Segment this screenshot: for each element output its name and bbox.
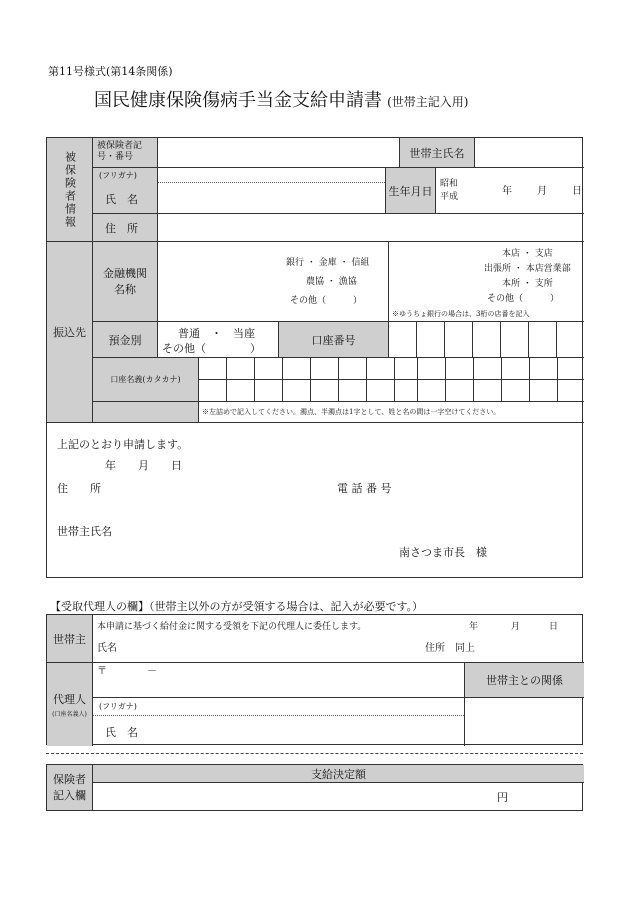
amount-label-cell [93,765,584,783]
insurer-label-cell [47,765,93,810]
holder-label-cell [93,358,199,402]
transfer-section-header [47,242,93,423]
address-label: 住 所 [105,222,138,235]
head-name-label: 世帯主氏名 [409,146,465,160]
deposit-type-1: 普通 ・ 当座 [178,327,255,340]
era-heisei: 平成 [440,192,459,202]
agent-furigana-label: (フリガナ) [99,702,137,711]
insurer-label-1: 保険者 [53,773,86,787]
insured-section-label: 被保険者情報 [63,150,77,229]
proxy-heading: 【受取代理人の欄】（世帯主以外の方が受領する場合は、記入が必要です。） [50,600,424,613]
head-name-field[interactable] [475,138,584,168]
branch-2: 出張所 ・ 本店営業部 [484,264,571,274]
transfer-section-label: 振込先 [53,326,86,339]
addressee: 南さつま市長 様 [399,546,487,559]
proxy-address-same: 住所 同上 [425,643,475,654]
birth-label: 生年月日 [388,184,433,198]
insurer-table [46,764,583,811]
name-label: 氏 名 [105,193,138,206]
delegation-text: 本申請に基づく給付金に関する受領を下記の代理人に委任します。 [97,622,367,632]
amount-label: 支給決定額 [311,767,366,781]
proxy-head-label-cell [47,615,93,663]
furigana-label: (フリガナ) [99,171,137,180]
agent-label: 代理人 [53,693,86,706]
bank-types-1: 銀行 ・ 金庫 ・ 信組 [286,258,370,268]
page-title [94,92,468,110]
account-number-label: 口座番号 [311,333,356,347]
account-number-boxes[interactable] [389,322,584,358]
title-main: 国民健康保険傷病手当金支給申請書 [94,90,382,111]
bank-types-2: 農協 ・ 漁協 [306,277,357,287]
relation-label: 世帯主との関係 [486,674,563,687]
proxy-head-label: 世帯主 [53,632,86,646]
agent-postal-field[interactable] [93,663,465,698]
birth-year: 年 [502,186,512,197]
proxy-head-name-label: 氏名 [97,643,117,654]
insured-address-field[interactable] [158,214,584,242]
yen-unit: 円 [497,791,508,804]
main-form-table [46,137,583,578]
insured-number-label: 被保険者記号・番号 [97,141,143,163]
birth-date-field[interactable] [436,168,584,214]
holder-label: 口座名義(カタカナ) [110,375,181,384]
declaration-phone-label: 電 話 番 号 [337,482,392,495]
head-name-label-cell [400,138,475,168]
insurer-label-2: 記入欄 [53,788,86,802]
name-label-cell [93,168,158,214]
bank-other: その他（ ） [290,296,363,306]
deposit-type-field[interactable] [158,322,279,358]
insured-number-label-cell [93,138,158,168]
relation-label-cell [465,663,584,698]
holder-boxes[interactable] [199,358,584,402]
birth-month: 月 [537,186,547,197]
holder-note-row [199,402,584,423]
branch-other: その他（ ） [487,294,560,304]
cut-line [46,753,583,754]
agent-name-label: 氏 名 [105,726,138,739]
declaration-statement: 上記のとおり申請します。 [57,438,189,451]
branch-field[interactable] [389,242,584,322]
declaration-head-name-label: 世帯主氏名 [57,525,112,538]
era-showa: 昭和 [440,179,459,189]
proxy-table [46,614,583,745]
proxy-day: 日 [549,622,559,632]
insured-name-field[interactable] [158,168,386,214]
deposit-label-cell [93,322,158,358]
bank-label: 金融機関名称 [103,267,147,296]
agent-sub-label: (口座名義人) [52,711,87,718]
branch-3: 本所 ・ 支所 [502,279,553,289]
proxy-head-field[interactable] [93,615,584,663]
birth-label-cell [386,168,436,214]
yucho-note: ※ゆうちょ銀行の場合は、3桁の店番を記入 [392,310,530,318]
agent-postal: 〒 － [97,666,157,677]
birth-day: 日 [572,186,582,197]
insured-section-header [47,138,93,242]
branch-1: 本店 ・ 支店 [502,249,553,259]
declaration-date: 年 月 日 [105,459,182,472]
bank-label-cell [93,242,158,322]
deposit-label: 預金別 [108,333,142,347]
account-number-label-cell [279,322,389,358]
agent-name-field[interactable] [93,698,465,746]
relation-field[interactable] [465,698,584,746]
holder-note: ※左詰めで記入してください。濁点、半濁点は1字として、姓と名の間は一字空けてください。 [202,408,501,416]
form-number: 第11号様式(第14条関係) [48,65,173,78]
deposit-type-2: その他（ ） [162,342,261,355]
bank-name-field[interactable] [158,242,389,322]
title-suffix: (世帯主記入用) [387,95,469,109]
agent-label-cell [47,663,93,746]
proxy-month: 月 [511,622,521,632]
address-label-cell [93,214,158,242]
insured-number-field[interactable] [158,138,400,168]
declaration-address-label: 住 所 [57,482,101,495]
proxy-year: 年 [469,622,479,632]
amount-field[interactable] [93,783,584,810]
